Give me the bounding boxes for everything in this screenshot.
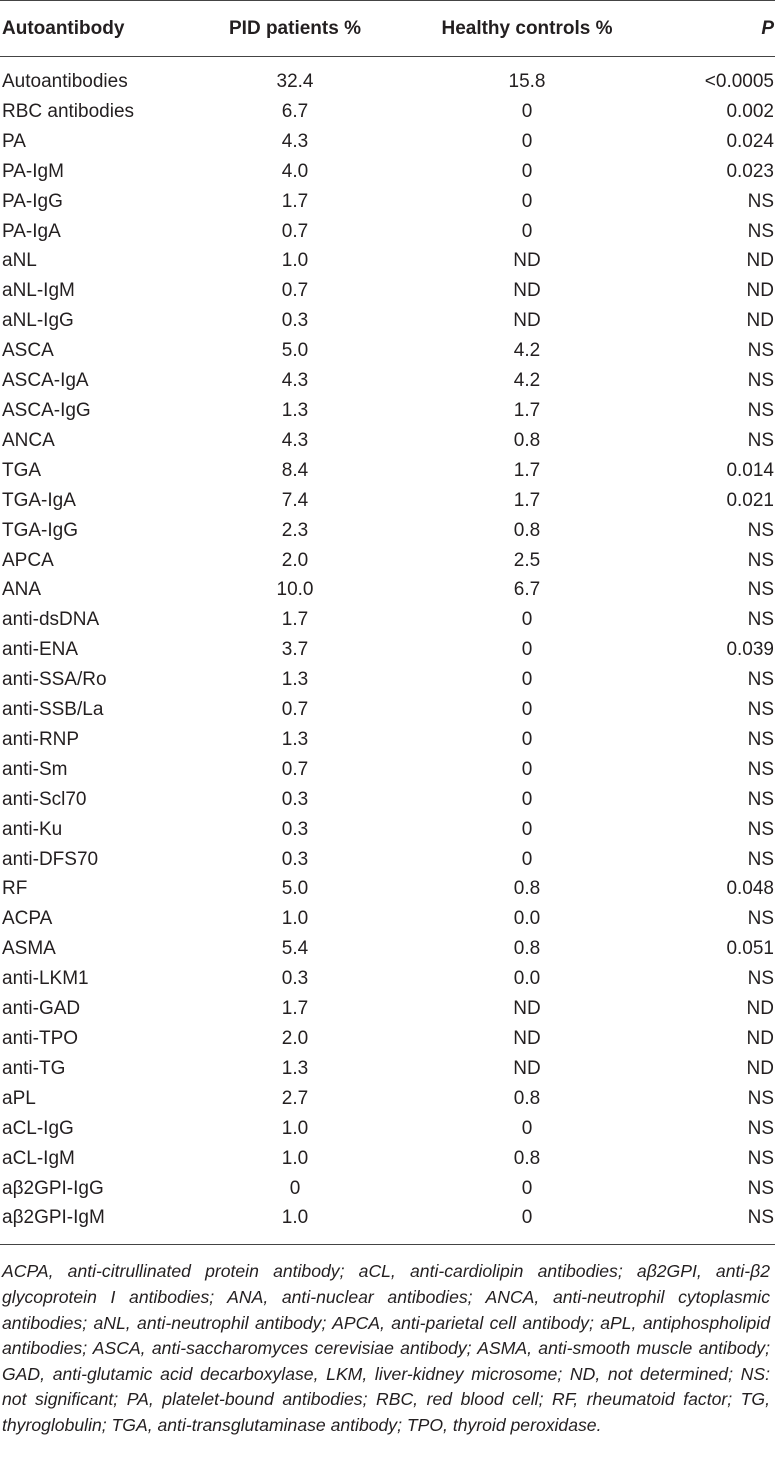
antibody-cell: anti-SSA/Ro	[2, 669, 107, 691]
table-row	[0, 306, 775, 336]
control-percent-cell: 2.5	[513, 549, 541, 571]
pid-percent-cell: 10.0	[276, 579, 314, 601]
antibody-cell: anti-GAD	[2, 998, 81, 1020]
antibody-cell: RF	[2, 878, 28, 900]
antibody-cell: anti-Scl70	[2, 788, 87, 810]
pid-percent-cell: 0.3	[281, 968, 309, 990]
control-percent-cell: 0	[521, 1117, 533, 1139]
p-value-cell: ND	[746, 1028, 774, 1049]
table-row	[0, 635, 775, 665]
control-percent-cell: 0.0	[513, 908, 541, 930]
p-value-cell: NS	[747, 609, 774, 631]
control-percent-cell: 1.7	[513, 459, 541, 481]
antibody-cell: anti-ENA	[2, 639, 79, 661]
control-percent-cell: 0	[521, 758, 533, 780]
table-row	[0, 845, 775, 875]
p-value-cell: NS	[747, 340, 774, 362]
antibody-cell: TGA	[2, 459, 42, 481]
antibody-cell: aCL-IgM	[2, 1147, 75, 1169]
control-percent-cell: 0	[521, 190, 533, 212]
table-row	[0, 785, 775, 815]
antibody-cell: ASCA-IgG	[2, 399, 91, 421]
pid-percent-cell: 0.7	[281, 220, 309, 242]
pid-percent-cell: 5.0	[281, 340, 309, 362]
p-value-cell: NS	[747, 370, 774, 392]
p-value-cell: NS	[747, 190, 774, 212]
table-row	[0, 157, 775, 187]
p-value-cell: NS	[747, 399, 774, 421]
control-percent-cell: 0	[521, 639, 533, 661]
p-value-cell: 0.051	[726, 938, 774, 960]
antibody-cell: APCA	[2, 549, 54, 571]
table-row	[0, 546, 775, 576]
antibody-cell: ACPA	[2, 908, 53, 930]
antibody-cell: TGA-IgG	[2, 519, 79, 541]
antibody-cell: ASMA	[2, 938, 56, 960]
control-percent-cell: 0	[521, 788, 533, 810]
table-row	[0, 1084, 775, 1114]
p-value-cell: 0.039	[726, 639, 774, 661]
table-row	[0, 1114, 775, 1144]
antibody-cell: anti-dsDNA	[2, 609, 100, 631]
control-percent-cell: ND	[513, 310, 541, 332]
antibody-cell: aβ2GPI-IgG	[2, 1177, 104, 1199]
antibody-cell: anti-LKM1	[2, 968, 89, 990]
table-footnote: ACPA, anti-citrullinated protein antibody; aCL, anti-cardiolipin antibodies; aβ2GPI, anti-β2 glycoprotein I antibodies; ANA, anti-nuclear antibodies; ANCA, anti-neutrophil cytoplasmic antibodies; aNL, anti-neutrophil antibody; APCA, anti-parietal cell antibody; aPL, antiphospholipid antibodies; ASCA, anti-saccharomyces cerevisiae antibody; ASMA, anti-smooth muscle antibody; GAD, anti-glutamic acid decarboxylase, LKM, liver-kidney microsome; ND, not determined; NS: not significant; PA, platelet-bound antibodies; RBC, red blood cell; RF, rheumatoid factor; TG, thyroglobulin; TGA, anti-transglutaminase antibody; TPO, thyroid peroxidase.	[2, 1261, 770, 1435]
table-row	[0, 97, 775, 127]
table-row	[0, 1054, 775, 1084]
p-value-cell: NS	[747, 968, 774, 990]
table-row	[0, 57, 775, 97]
p-value-cell: ND	[746, 998, 774, 1020]
table-row	[0, 815, 775, 845]
control-percent-cell: 0	[521, 818, 533, 840]
p-value-cell: ND	[746, 250, 774, 272]
control-percent-cell: 0.8	[513, 1087, 541, 1109]
table-row	[0, 665, 775, 695]
pid-percent-cell: 1.3	[281, 728, 309, 750]
antibody-cell: aβ2GPI-IgM	[0, 1203, 192, 1244]
table-row	[0, 127, 775, 157]
p-value-cell: 0.021	[726, 489, 774, 511]
antibody-cell: anti-TG	[2, 1057, 66, 1079]
control-percent-cell: ND	[513, 1028, 541, 1049]
pid-percent-cell: 5.0	[281, 878, 309, 900]
p-value-cell: 0.002	[726, 100, 774, 122]
pid-percent-cell: 1.0	[192, 1203, 398, 1244]
control-percent-cell: 0	[521, 100, 533, 122]
p-value-cell: NS	[656, 1203, 775, 1244]
table-row	[0, 276, 775, 306]
pid-percent-cell: 1.7	[281, 190, 309, 212]
control-percent-cell: 0	[521, 609, 533, 631]
table-row	[0, 336, 775, 366]
table-row	[0, 934, 775, 964]
table-row	[0, 486, 775, 516]
p-value-cell: NS	[747, 818, 774, 840]
control-percent-cell: 0.0	[513, 968, 541, 990]
table-row	[0, 217, 775, 247]
control-percent-cell: ND	[513, 250, 541, 272]
control-percent-cell: ND	[513, 1057, 541, 1079]
antibody-cell: anti-Sm	[2, 758, 68, 780]
table-row	[0, 874, 775, 904]
table-row	[0, 1174, 775, 1204]
pid-percent-cell: 1.0	[281, 1117, 309, 1139]
antibody-cell: anti-DFS70	[2, 848, 99, 870]
pid-percent-cell: 2.0	[281, 1028, 309, 1049]
pid-percent-cell: 1.7	[281, 609, 309, 631]
control-percent-cell: 0	[521, 130, 533, 152]
pid-percent-cell: 0.3	[281, 848, 309, 870]
pid-percent-cell: 0.3	[281, 310, 309, 332]
pid-percent-cell: 0.7	[281, 758, 309, 780]
p-value-cell: NS	[747, 220, 774, 242]
antibody-cell: aPL	[2, 1087, 36, 1109]
header-pid-patients: PID patients %	[192, 1, 398, 57]
control-percent-cell: 0	[521, 160, 533, 182]
p-value-cell: NS	[747, 728, 774, 750]
table-row	[0, 396, 775, 426]
p-value-cell: NS	[747, 1087, 774, 1109]
p-value-cell: NS	[747, 788, 774, 810]
header-p-value: P	[656, 1, 775, 57]
header-row	[0, 1, 775, 57]
control-percent-cell: 0.8	[513, 519, 541, 541]
pid-percent-cell: 0.7	[281, 699, 309, 721]
pid-percent-cell: 1.0	[281, 1147, 309, 1169]
p-value-cell: NS	[747, 908, 774, 930]
antibody-cell: ANCA	[2, 429, 55, 451]
pid-percent-cell: 2.3	[281, 519, 309, 541]
control-percent-cell: 4.2	[513, 340, 541, 362]
p-value-cell: ND	[746, 280, 774, 302]
p-value-cell: 0.048	[726, 878, 774, 900]
pid-percent-cell: 8.4	[281, 459, 309, 481]
antibody-cell: ASCA-IgA	[2, 370, 89, 392]
pid-percent-cell: 2.7	[281, 1087, 309, 1109]
pid-percent-cell: 1.3	[281, 1057, 309, 1079]
antibody-cell: TGA-IgA	[2, 489, 76, 511]
pid-percent-cell: 6.7	[281, 100, 309, 122]
pid-percent-cell: 0	[289, 1177, 301, 1199]
control-percent-cell: 1.7	[513, 399, 541, 421]
antibody-cell: ANA	[2, 579, 42, 601]
antibody-cell: anti-SSB/La	[2, 699, 104, 721]
p-value-cell: NS	[747, 758, 774, 780]
control-percent-cell: 0	[521, 848, 533, 870]
p-value-cell: 0.023	[726, 160, 774, 182]
control-percent-cell: 0	[521, 1177, 533, 1199]
table-row	[0, 1024, 775, 1054]
table-row	[0, 755, 775, 785]
antibody-cell: aNL	[2, 250, 37, 272]
control-percent-cell: ND	[513, 280, 541, 302]
table-row	[0, 695, 775, 725]
p-value-cell: ND	[746, 1057, 774, 1079]
control-percent-cell: 0	[521, 728, 533, 750]
table-row	[0, 904, 775, 934]
control-percent-cell: 0.8	[513, 429, 541, 451]
control-percent-cell: 0.8	[513, 1147, 541, 1169]
table-row	[0, 994, 775, 1024]
pid-percent-cell: 32.4	[276, 71, 314, 92]
table-row	[0, 725, 775, 755]
pid-percent-cell: 4.3	[281, 429, 309, 451]
p-value-cell: NS	[747, 579, 774, 601]
control-percent-cell: 1.7	[513, 489, 541, 511]
control-percent-cell: 0.8	[513, 878, 541, 900]
control-percent-cell: 0	[521, 220, 533, 242]
control-percent-cell: 4.2	[513, 370, 541, 392]
antibody-cell: RBC antibodies	[2, 100, 135, 122]
control-percent-cell: 15.8	[508, 71, 546, 92]
table-row	[0, 575, 775, 605]
antibody-cell: PA-IgM	[2, 160, 64, 182]
p-value-cell: NS	[747, 429, 774, 451]
table-row	[0, 516, 775, 546]
p-value-cell: <0.0005	[704, 71, 774, 92]
table-row	[0, 1144, 775, 1174]
pid-percent-cell: 4.0	[281, 160, 309, 182]
pid-percent-cell: 0.7	[281, 280, 309, 302]
antibody-cell: anti-RNP	[2, 728, 80, 750]
antibody-cell: aNL-IgG	[2, 310, 74, 332]
pid-percent-cell: 1.3	[281, 399, 309, 421]
antibody-cell: anti-Ku	[2, 818, 63, 840]
control-percent-cell: 0	[521, 699, 533, 721]
antibody-cell: ASCA	[2, 340, 54, 362]
table-row	[0, 1203, 775, 1244]
p-value-cell: NS	[747, 1117, 774, 1139]
pid-percent-cell: 7.4	[281, 489, 309, 511]
antibody-cell: aCL-IgG	[2, 1117, 74, 1139]
control-percent-cell: 6.7	[513, 579, 541, 601]
pid-percent-cell: 4.3	[281, 370, 309, 392]
control-percent-cell: 0	[521, 669, 533, 691]
p-value-cell: NS	[747, 669, 774, 691]
pid-percent-cell: 2.0	[281, 549, 309, 571]
p-value-cell: NS	[747, 1177, 774, 1199]
table-row	[0, 187, 775, 217]
pid-percent-cell: 1.0	[281, 908, 309, 930]
p-value-cell: NS	[747, 1147, 774, 1169]
table-body	[0, 57, 775, 1245]
antibody-cell: PA-IgA	[2, 220, 61, 242]
pid-percent-cell: 1.3	[281, 669, 309, 691]
antibody-cell: anti-TPO	[2, 1028, 79, 1049]
table-row	[0, 456, 775, 486]
p-value-cell: ND	[746, 310, 774, 332]
antibody-cell: aNL-IgM	[2, 280, 75, 302]
p-value-cell: 0.014	[726, 459, 774, 481]
p-value-cell: NS	[747, 549, 774, 571]
table-row	[0, 366, 775, 396]
table-row	[0, 426, 775, 456]
pid-percent-cell: 3.7	[281, 639, 309, 661]
pid-percent-cell: 4.3	[281, 130, 309, 152]
table-row	[0, 246, 775, 276]
table-row	[0, 605, 775, 635]
antibody-cell: PA-IgG	[2, 190, 63, 212]
pid-percent-cell: 0.3	[281, 818, 309, 840]
antibody-cell: Autoantibodies	[2, 71, 128, 92]
p-value-cell: 0.024	[726, 130, 774, 152]
antibody-cell: PA	[2, 130, 26, 152]
control-percent-cell: 0	[398, 1203, 656, 1244]
p-value-cell: NS	[747, 699, 774, 721]
p-value-cell: NS	[747, 848, 774, 870]
pid-percent-cell: 0.3	[281, 788, 309, 810]
control-percent-cell: ND	[513, 998, 541, 1020]
table-row	[0, 964, 775, 994]
header-autoantibody: Autoantibody	[0, 1, 192, 57]
header-healthy-controls: Healthy controls %	[398, 1, 656, 57]
pid-percent-cell: 1.7	[281, 998, 309, 1020]
control-percent-cell: 0.8	[513, 938, 541, 960]
p-value-cell: NS	[747, 519, 774, 541]
pid-percent-cell: 1.0	[281, 250, 309, 272]
pid-percent-cell: 5.4	[281, 938, 309, 960]
